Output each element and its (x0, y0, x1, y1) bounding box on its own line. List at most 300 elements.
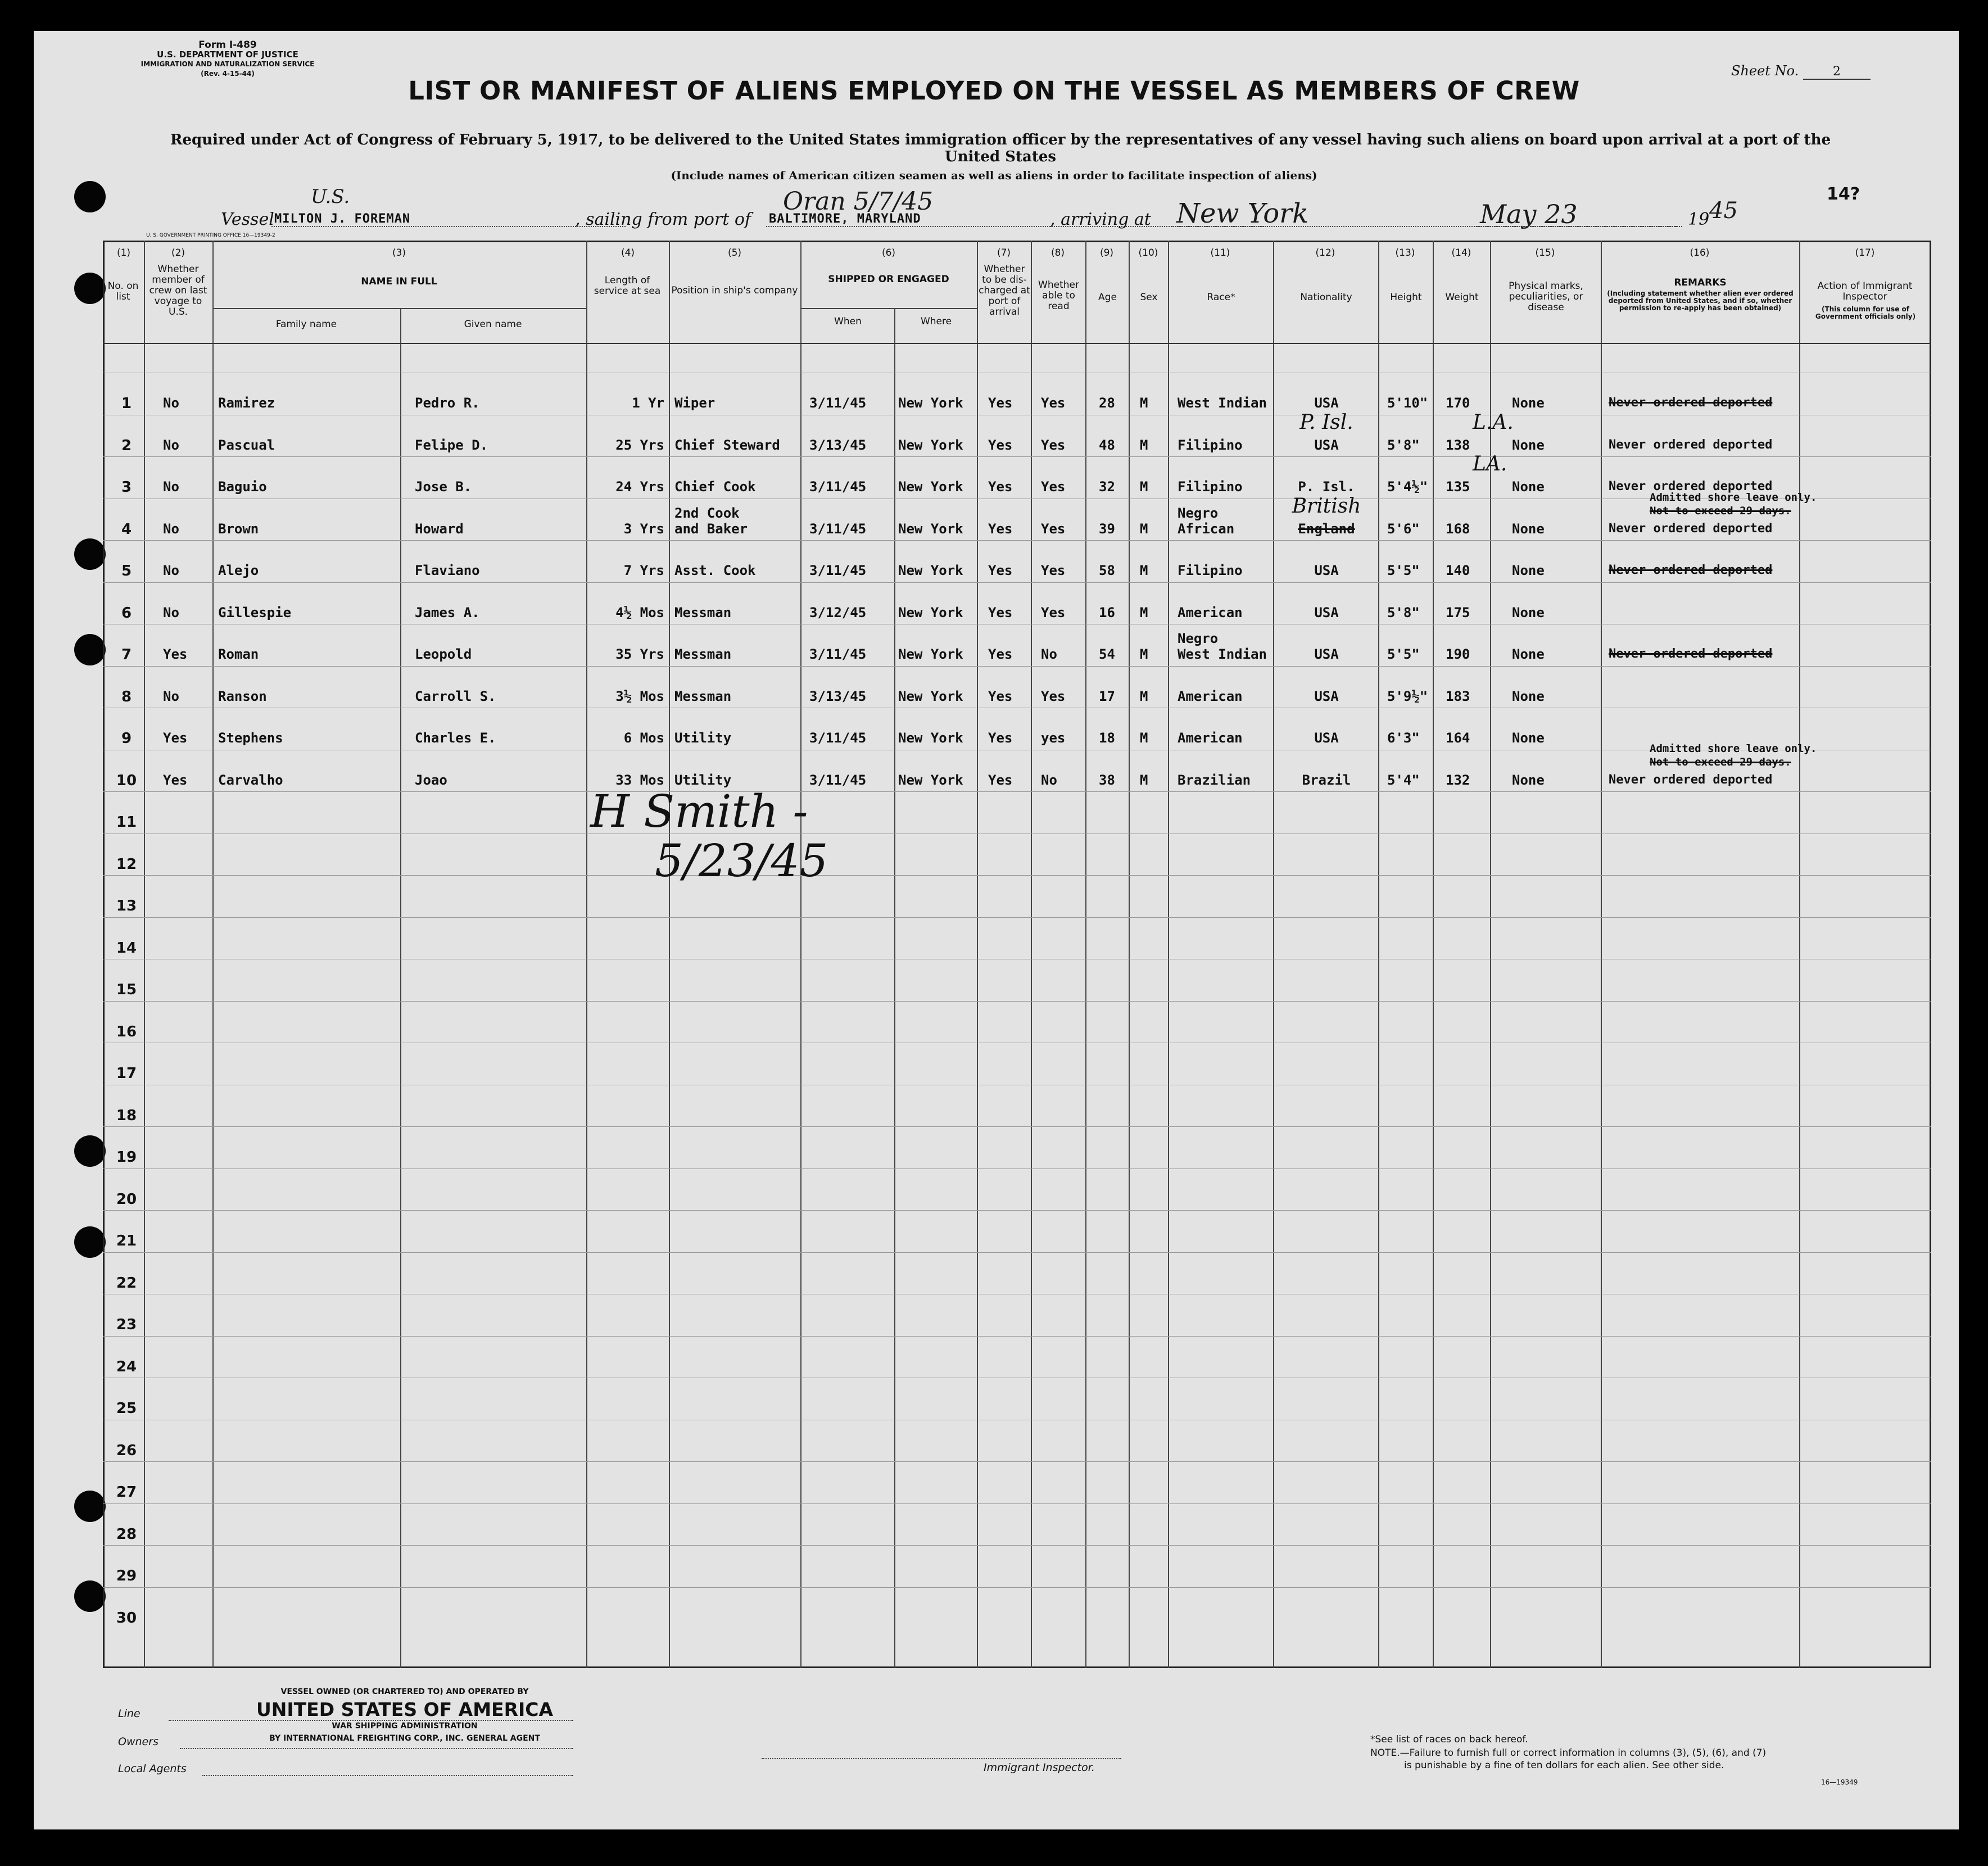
cell-able-to-read: yes (1041, 730, 1066, 746)
cell-family-name: Stephens (218, 730, 283, 746)
row-number: 11 (116, 814, 137, 831)
cell-sex: M (1140, 688, 1148, 704)
cell-able-to-read: Yes (1041, 604, 1066, 621)
header-inspector-action: Action of Immigrant Inspector (1817, 280, 1913, 302)
header-when: When (834, 316, 862, 327)
cell-sex: M (1140, 772, 1148, 788)
row-number: 19 (116, 1149, 137, 1166)
cell-last-voyage: No (163, 688, 179, 704)
cell-race: West Indian (1178, 395, 1267, 411)
header-nationality: Nationality (1300, 292, 1352, 303)
column-rule (1799, 241, 1800, 1668)
form-number: Form I-489 (198, 39, 257, 51)
races-note: *See list of races on back hereof. (1370, 1734, 1528, 1745)
penalty-note (1370, 1747, 1766, 1772)
column-rule (1378, 241, 1379, 1668)
cell-height: 5'10" (1387, 395, 1428, 411)
cell-last-voyage: No (163, 520, 179, 537)
cell-race: Filipino (1178, 563, 1243, 578)
column-number: (16) (1690, 247, 1710, 259)
cell-height: 5'4" (1387, 772, 1420, 788)
header-remarks-note: (Including statement whether alien ever ordered deported from United States, and if so, whether permission to re-apply has been obtained) (1607, 289, 1794, 312)
sailing-handwritten: Oran 5/7/45 (783, 187, 934, 216)
row-number: 16 (116, 1023, 137, 1040)
cell-weight: 168 (1446, 520, 1470, 537)
cell-position: Wiper (674, 395, 716, 411)
column-rule (1273, 241, 1274, 1668)
header-inspector-note: (This column for use of Government officials only) (1815, 305, 1916, 320)
document-subtitle: Required under Act of Congress of February 5, 1917, to be delivered to the United States immigration officer by the representatives of any vessel having such aliens on board upon arrival at a port of the United States (170, 132, 1831, 165)
row-number: 17 (116, 1065, 137, 1082)
row-number: 30 (116, 1609, 137, 1627)
row-rule (103, 1503, 1931, 1504)
header-position: Position in ship's company (671, 285, 798, 296)
row-rule (103, 666, 1931, 667)
cell-service: 3½ Mos (615, 688, 664, 704)
document-title: LIST OR MANIFEST OF ALIENS EMPLOYED ON THE VESSEL AS MEMBERS OF CREW (408, 76, 1580, 106)
cell-where: New York (898, 395, 963, 411)
cell-position: Messman (674, 604, 732, 621)
column-number: (3) (392, 247, 406, 259)
cell-family-name: Carvalho (218, 772, 283, 788)
cell-nationality: USA (1314, 688, 1339, 704)
cell-when: 3/11/45 (809, 520, 867, 537)
cell-service: 25 Yrs (615, 437, 664, 453)
cell-physical-marks: None (1512, 437, 1545, 453)
cell-position: Utility (674, 730, 732, 746)
row-number: 1 (121, 395, 132, 412)
cell-position: Messman (674, 646, 732, 662)
cell-race: African (1178, 520, 1235, 537)
header-no-on-list: No. on list (107, 280, 139, 302)
footer-owners-label: Owners (118, 1736, 159, 1748)
punch-hole (74, 273, 106, 304)
document-instruction: (Include names of American citizen seamen as well as aliens in order to facilitate inspection of aliens) (671, 169, 1317, 182)
sheet-value: 2 (1803, 65, 1871, 80)
cell-physical-marks: None (1512, 730, 1545, 746)
cell-remarks: Never ordered deported (1609, 479, 1773, 493)
row-rule (103, 1168, 1931, 1169)
row-number: 28 (116, 1525, 137, 1543)
cell-service: 7 Yrs (623, 563, 664, 578)
cell-age: 17 (1099, 688, 1115, 704)
cell-family-name: Gillespie (218, 604, 292, 621)
header-weight: Weight (1445, 292, 1479, 303)
column-rule (1085, 241, 1086, 1668)
inspector-signature (590, 787, 828, 886)
cell-able-to-read: Yes (1041, 437, 1066, 453)
column-rule (1168, 241, 1169, 1668)
header-name-in-full: NAME IN FULL (361, 276, 437, 287)
cell-height: 5'5" (1387, 563, 1420, 578)
sheet-label: Sheet No. (1731, 63, 1799, 79)
date-underline (1474, 226, 1682, 227)
cell-able-to-read: Yes (1041, 520, 1066, 537)
cell-age: 32 (1099, 479, 1115, 495)
header-able-to-read: Whether able to read (1038, 279, 1079, 312)
column-rule (1129, 241, 1130, 1668)
cell-discharged: Yes (988, 520, 1013, 537)
row-number: 24 (116, 1358, 137, 1375)
column-number: (15) (1535, 247, 1555, 259)
row-number: 15 (116, 981, 137, 998)
row-rule (103, 456, 1931, 457)
punch-hole (74, 1226, 106, 1258)
cell-remarks-note: Not to exceed 29 days. (1650, 504, 1791, 517)
stamp-top: VESSEL OWNED (OR CHARTERED TO) AND OPERATED BY (280, 1687, 529, 1696)
column-number: (1) (116, 247, 131, 259)
row-rule (103, 1336, 1931, 1337)
row-rule (103, 1461, 1931, 1462)
header-length-of-service: Length of service at sea (594, 275, 661, 297)
header-race: Race* (1207, 292, 1235, 303)
sailing-label: , sailing from port of (575, 210, 751, 229)
cell-last-voyage: Yes (163, 730, 188, 746)
cell-race: West Indian (1178, 646, 1267, 662)
row-rule (103, 1587, 1931, 1588)
cell-age: 16 (1099, 604, 1115, 621)
cell-nationality: P. Isl. (1298, 479, 1355, 495)
column-number: (8) (1050, 247, 1065, 259)
header-physical-marks: Physical marks, peculiarities, or disease (1509, 280, 1583, 313)
row-rule (103, 1001, 1931, 1002)
row-rule (103, 1210, 1931, 1211)
cell-last-voyage: No (163, 563, 179, 578)
cell-position: Utility (674, 772, 732, 788)
column-rule (1031, 241, 1032, 1668)
cell-where: New York (898, 688, 963, 704)
row-rule (103, 1252, 1931, 1253)
cell-when: 3/11/45 (809, 646, 867, 662)
cell-nationality: England (1298, 520, 1355, 537)
row-number: 4 (121, 520, 132, 538)
cell-service: 1 Yr (632, 395, 664, 411)
cell-discharged: Yes (988, 604, 1013, 621)
department-name: U.S. DEPARTMENT OF JUSTICE (157, 49, 298, 60)
cell-remarks-note: Admitted shore leave only. (1650, 491, 1817, 504)
column-number: (7) (997, 247, 1011, 259)
note-label: NOTE.— (1370, 1747, 1410, 1759)
cell-position: Chief Cook (674, 479, 756, 495)
cell-height: 5'6" (1387, 520, 1420, 537)
cell-last-voyage: No (163, 437, 179, 453)
cell-age: 39 (1099, 520, 1115, 537)
cell-race: American (1178, 604, 1243, 621)
cell-when: 3/11/45 (809, 772, 867, 788)
stamp-bottom: BY INTERNATIONAL FREIGHTING CORP., INC. GENERAL AGENT (269, 1734, 540, 1743)
row-number: 12 (116, 855, 137, 873)
cell-family-name: Alejo (218, 563, 259, 578)
column-number: (5) (727, 247, 742, 259)
cell-remarks-note: Admitted shore leave only. (1650, 742, 1817, 755)
cell-when: 3/13/45 (809, 688, 867, 704)
footer-agents-label: Local Agents (118, 1763, 187, 1775)
row-number: 25 (116, 1400, 137, 1417)
cell-family-name: Brown (218, 520, 259, 537)
cell-last-voyage: No (163, 395, 179, 411)
form-revision: (Rev. 4-15-44) (201, 70, 255, 78)
note-text: Failure to furnish full or correct information in columns (3), (5), (6), and (7) (1409, 1747, 1767, 1759)
column-rule (800, 241, 801, 1668)
cell-discharged: Yes (988, 479, 1013, 495)
cell-able-to-read: Yes (1041, 563, 1066, 578)
cell-discharged: Yes (988, 646, 1013, 662)
cell-position: 2nd Cook (674, 505, 740, 521)
row-number: 10 (116, 772, 137, 789)
cell-sex: M (1140, 479, 1148, 495)
column-rule (669, 241, 670, 1668)
cell-when: 3/11/45 (809, 730, 867, 746)
row-rule (103, 582, 1931, 583)
cell-when: 3/11/45 (809, 395, 867, 411)
cell-marks-handwritten: L.A. (1473, 410, 1514, 434)
stamp-sub: WAR SHIPPING ADMINISTRATION (332, 1722, 478, 1731)
header-rule (212, 308, 586, 309)
cell-last-voyage: No (163, 604, 179, 621)
row-number: 3 (121, 479, 132, 496)
cell-sex: M (1140, 604, 1148, 621)
header-family-name: Family name (275, 319, 337, 330)
cell-where: New York (898, 730, 963, 746)
row-number: 8 (121, 688, 132, 705)
cell-given-name: Joao (415, 772, 447, 788)
cell-service: 33 Mos (615, 772, 664, 788)
cell-given-name: Leopold (415, 646, 472, 662)
header-discharged: Whether to be dis-charged at port of arrival (979, 264, 1030, 318)
cell-nationality: USA (1314, 437, 1339, 453)
header-rule (800, 308, 977, 309)
cell-service: 6 Mos (623, 730, 664, 746)
cell-physical-marks: None (1512, 688, 1545, 704)
vessel-label: Vessel (221, 210, 274, 229)
cell-given-name: Jose B. (415, 479, 472, 495)
column-number: (4) (621, 247, 635, 259)
column-rule (144, 241, 145, 1668)
column-number: (12) (1315, 247, 1335, 259)
row-rule (103, 1126, 1931, 1127)
column-rule (977, 241, 978, 1668)
arriving-port-handwritten: New York (1176, 198, 1309, 229)
cell-height: 5'8" (1387, 604, 1420, 621)
cell-remarks: Never ordered deported (1609, 772, 1773, 787)
cell-race: Brazilian (1178, 772, 1251, 788)
cell-remarks: Never ordered deported (1609, 521, 1773, 536)
row-number: 7 (121, 646, 132, 663)
year-prefix: 19 (1688, 210, 1710, 229)
cell-nationality: Brazil (1302, 772, 1351, 788)
column-number: (14) (1451, 247, 1471, 259)
cell-given-name: Flaviano (415, 563, 480, 578)
cell-service: 24 Yrs (615, 479, 664, 495)
arriving-label: , arriving at (1050, 210, 1151, 229)
stamp-main: UNITED STATES OF AMERICA (256, 1699, 554, 1720)
cell-height: 5'4½" (1387, 479, 1428, 495)
punch-hole (74, 181, 106, 212)
cell-when: 3/13/45 (809, 437, 867, 453)
cell-race: Filipino (1178, 437, 1243, 453)
column-rule (586, 241, 587, 1668)
cell-weight: 132 (1446, 772, 1470, 788)
cell-age: 18 (1099, 730, 1115, 746)
row-number: 27 (116, 1484, 137, 1501)
cell-physical-marks: None (1512, 479, 1545, 495)
cell-given-name: Howard (415, 520, 464, 537)
cell-sex: M (1140, 730, 1148, 746)
cell-position: Chief Steward (674, 437, 780, 453)
cell-weight: 140 (1446, 563, 1470, 578)
cell-where: New York (898, 646, 963, 662)
cell-weight: 135 (1446, 479, 1470, 495)
cell-where: New York (898, 437, 963, 453)
cell-sex: M (1140, 395, 1148, 411)
column-rule (1433, 241, 1434, 1668)
cell-given-name: Carroll S. (415, 688, 496, 704)
cell-weight: 164 (1446, 730, 1470, 746)
cell-sex: M (1140, 563, 1148, 578)
cell-sex: M (1140, 520, 1148, 537)
cell-race: Negro (1178, 505, 1219, 521)
row-number: 9 (121, 730, 132, 747)
sheet-code: 14? (1827, 184, 1860, 204)
row-number: 21 (116, 1233, 137, 1249)
cell-given-name: Felipe D. (415, 437, 488, 453)
row-number: 6 (121, 604, 132, 622)
form-code: 16—19349 (1821, 1778, 1858, 1786)
cell-family-name: Roman (218, 646, 259, 662)
header-height: Height (1390, 292, 1422, 303)
cell-remarks: Never ordered deported (1609, 396, 1773, 410)
cell-height: 5'9½" (1387, 688, 1428, 704)
cell-race: American (1178, 688, 1243, 704)
cell-family-name: Baguio (218, 479, 267, 495)
service-name: IMMIGRATION AND NATURALIZATION SERVICE (141, 60, 315, 68)
row-number: 14 (116, 939, 137, 957)
cell-weight: 183 (1446, 688, 1470, 704)
cell-physical-marks: None (1512, 604, 1545, 621)
cell-remarks: Never ordered deported (1609, 437, 1773, 452)
row-number: 22 (116, 1274, 137, 1292)
cell-given-name: Charles E. (415, 730, 496, 746)
footer-agents-rule (202, 1775, 573, 1776)
row-number: 18 (116, 1107, 137, 1124)
cell-last-voyage: Yes (163, 772, 188, 788)
cell-nationality: USA (1314, 646, 1339, 662)
cell-where: New York (898, 520, 963, 537)
cell-age: 28 (1099, 395, 1115, 411)
cell-physical-marks: None (1512, 646, 1545, 662)
cell-discharged: Yes (988, 395, 1013, 411)
cell-where: New York (898, 604, 963, 621)
cell-family-name: Pascual (218, 437, 275, 453)
cell-weight: 175 (1446, 604, 1470, 621)
header-sex: Sex (1140, 292, 1158, 303)
cell-discharged: Yes (988, 437, 1013, 453)
cell-discharged: Yes (988, 730, 1013, 746)
year-handwritten: 45 (1709, 198, 1738, 224)
cell-where: New York (898, 479, 963, 495)
cell-service: 35 Yrs (615, 646, 664, 662)
cell-given-name: Pedro R. (415, 395, 480, 411)
header-age: Age (1098, 292, 1117, 303)
cell-age: 38 (1099, 772, 1115, 788)
cell-physical-marks: None (1512, 395, 1545, 411)
punch-hole (74, 538, 106, 570)
cell-sex: M (1140, 437, 1148, 453)
header-shipped-engaged: SHIPPED OR ENGAGED (828, 274, 949, 285)
cell-discharged: Yes (988, 563, 1013, 578)
row-number: 20 (116, 1190, 137, 1208)
cell-last-voyage: Yes (163, 646, 188, 662)
cell-nationality: USA (1314, 730, 1339, 746)
cell-physical-marks: None (1512, 563, 1545, 578)
vessel-prefix-handwritten: U.S. (311, 185, 350, 208)
cell-service: 4½ Mos (615, 604, 664, 621)
cell-age: 58 (1099, 563, 1115, 578)
cell-where: New York (898, 772, 963, 788)
vessel-underline (271, 226, 626, 227)
cell-weight: 190 (1446, 646, 1470, 662)
cell-where: New York (898, 563, 963, 578)
header-given-name: Given name (464, 319, 522, 330)
cell-age: 54 (1099, 646, 1115, 662)
cell-discharged: Yes (988, 772, 1013, 788)
header-bottom-rule (103, 343, 1931, 344)
column-number: (10) (1138, 247, 1158, 259)
column-number: (13) (1395, 247, 1415, 259)
row-number: 13 (116, 898, 137, 914)
row-number: 23 (116, 1316, 137, 1333)
cell-race: Negro (1178, 631, 1219, 646)
row-number: 26 (116, 1442, 137, 1459)
cell-able-to-read: No (1041, 772, 1057, 788)
header-where: Where (920, 316, 952, 327)
cell-family-name: Ranson (218, 688, 267, 704)
cell-service: 3 Yrs (623, 520, 664, 537)
footer-line-label: Line (118, 1708, 141, 1720)
punch-hole (74, 634, 106, 665)
cell-nationality: USA (1314, 604, 1339, 621)
cell-nationality-handwritten: British (1292, 494, 1361, 518)
printing-office: U. S. GOVERNMENT PRINTING OFFICE 16—19349-2 (146, 233, 275, 238)
vessel-line (221, 185, 1795, 229)
inspector-rule (762, 1758, 1121, 1759)
form-identifier (110, 40, 346, 79)
punch-hole (74, 1491, 106, 1522)
signature-name: H Smith - (590, 785, 808, 837)
column-rule (400, 309, 401, 1668)
cell-family-name: Ramirez (218, 395, 275, 411)
cell-when: 3/11/45 (809, 479, 867, 495)
row-rule (103, 791, 1931, 792)
cell-when: 3/12/45 (809, 604, 867, 621)
row-rule (103, 875, 1931, 876)
cell-race: Filipino (1178, 479, 1243, 495)
sailing-port: BALTIMORE, MARYLAND (769, 212, 921, 226)
cell-remarks: Never ordered deported (1609, 647, 1773, 661)
cell-height: 6'3" (1387, 730, 1420, 746)
cell-weight: 138 (1446, 437, 1470, 453)
signature-date: 5/23/45 (655, 835, 828, 887)
row-rule (103, 917, 1931, 918)
cell-race: American (1178, 730, 1243, 746)
row-rule (103, 1545, 1931, 1546)
cell-discharged: Yes (988, 688, 1013, 704)
cell-able-to-read: Yes (1041, 479, 1066, 495)
column-number: (9) (1099, 247, 1114, 259)
cell-height: 5'8" (1387, 437, 1420, 453)
column-number: (17) (1855, 247, 1875, 259)
header-last-voyage: Whether member of crew on last voyage to U.S. (149, 264, 207, 318)
